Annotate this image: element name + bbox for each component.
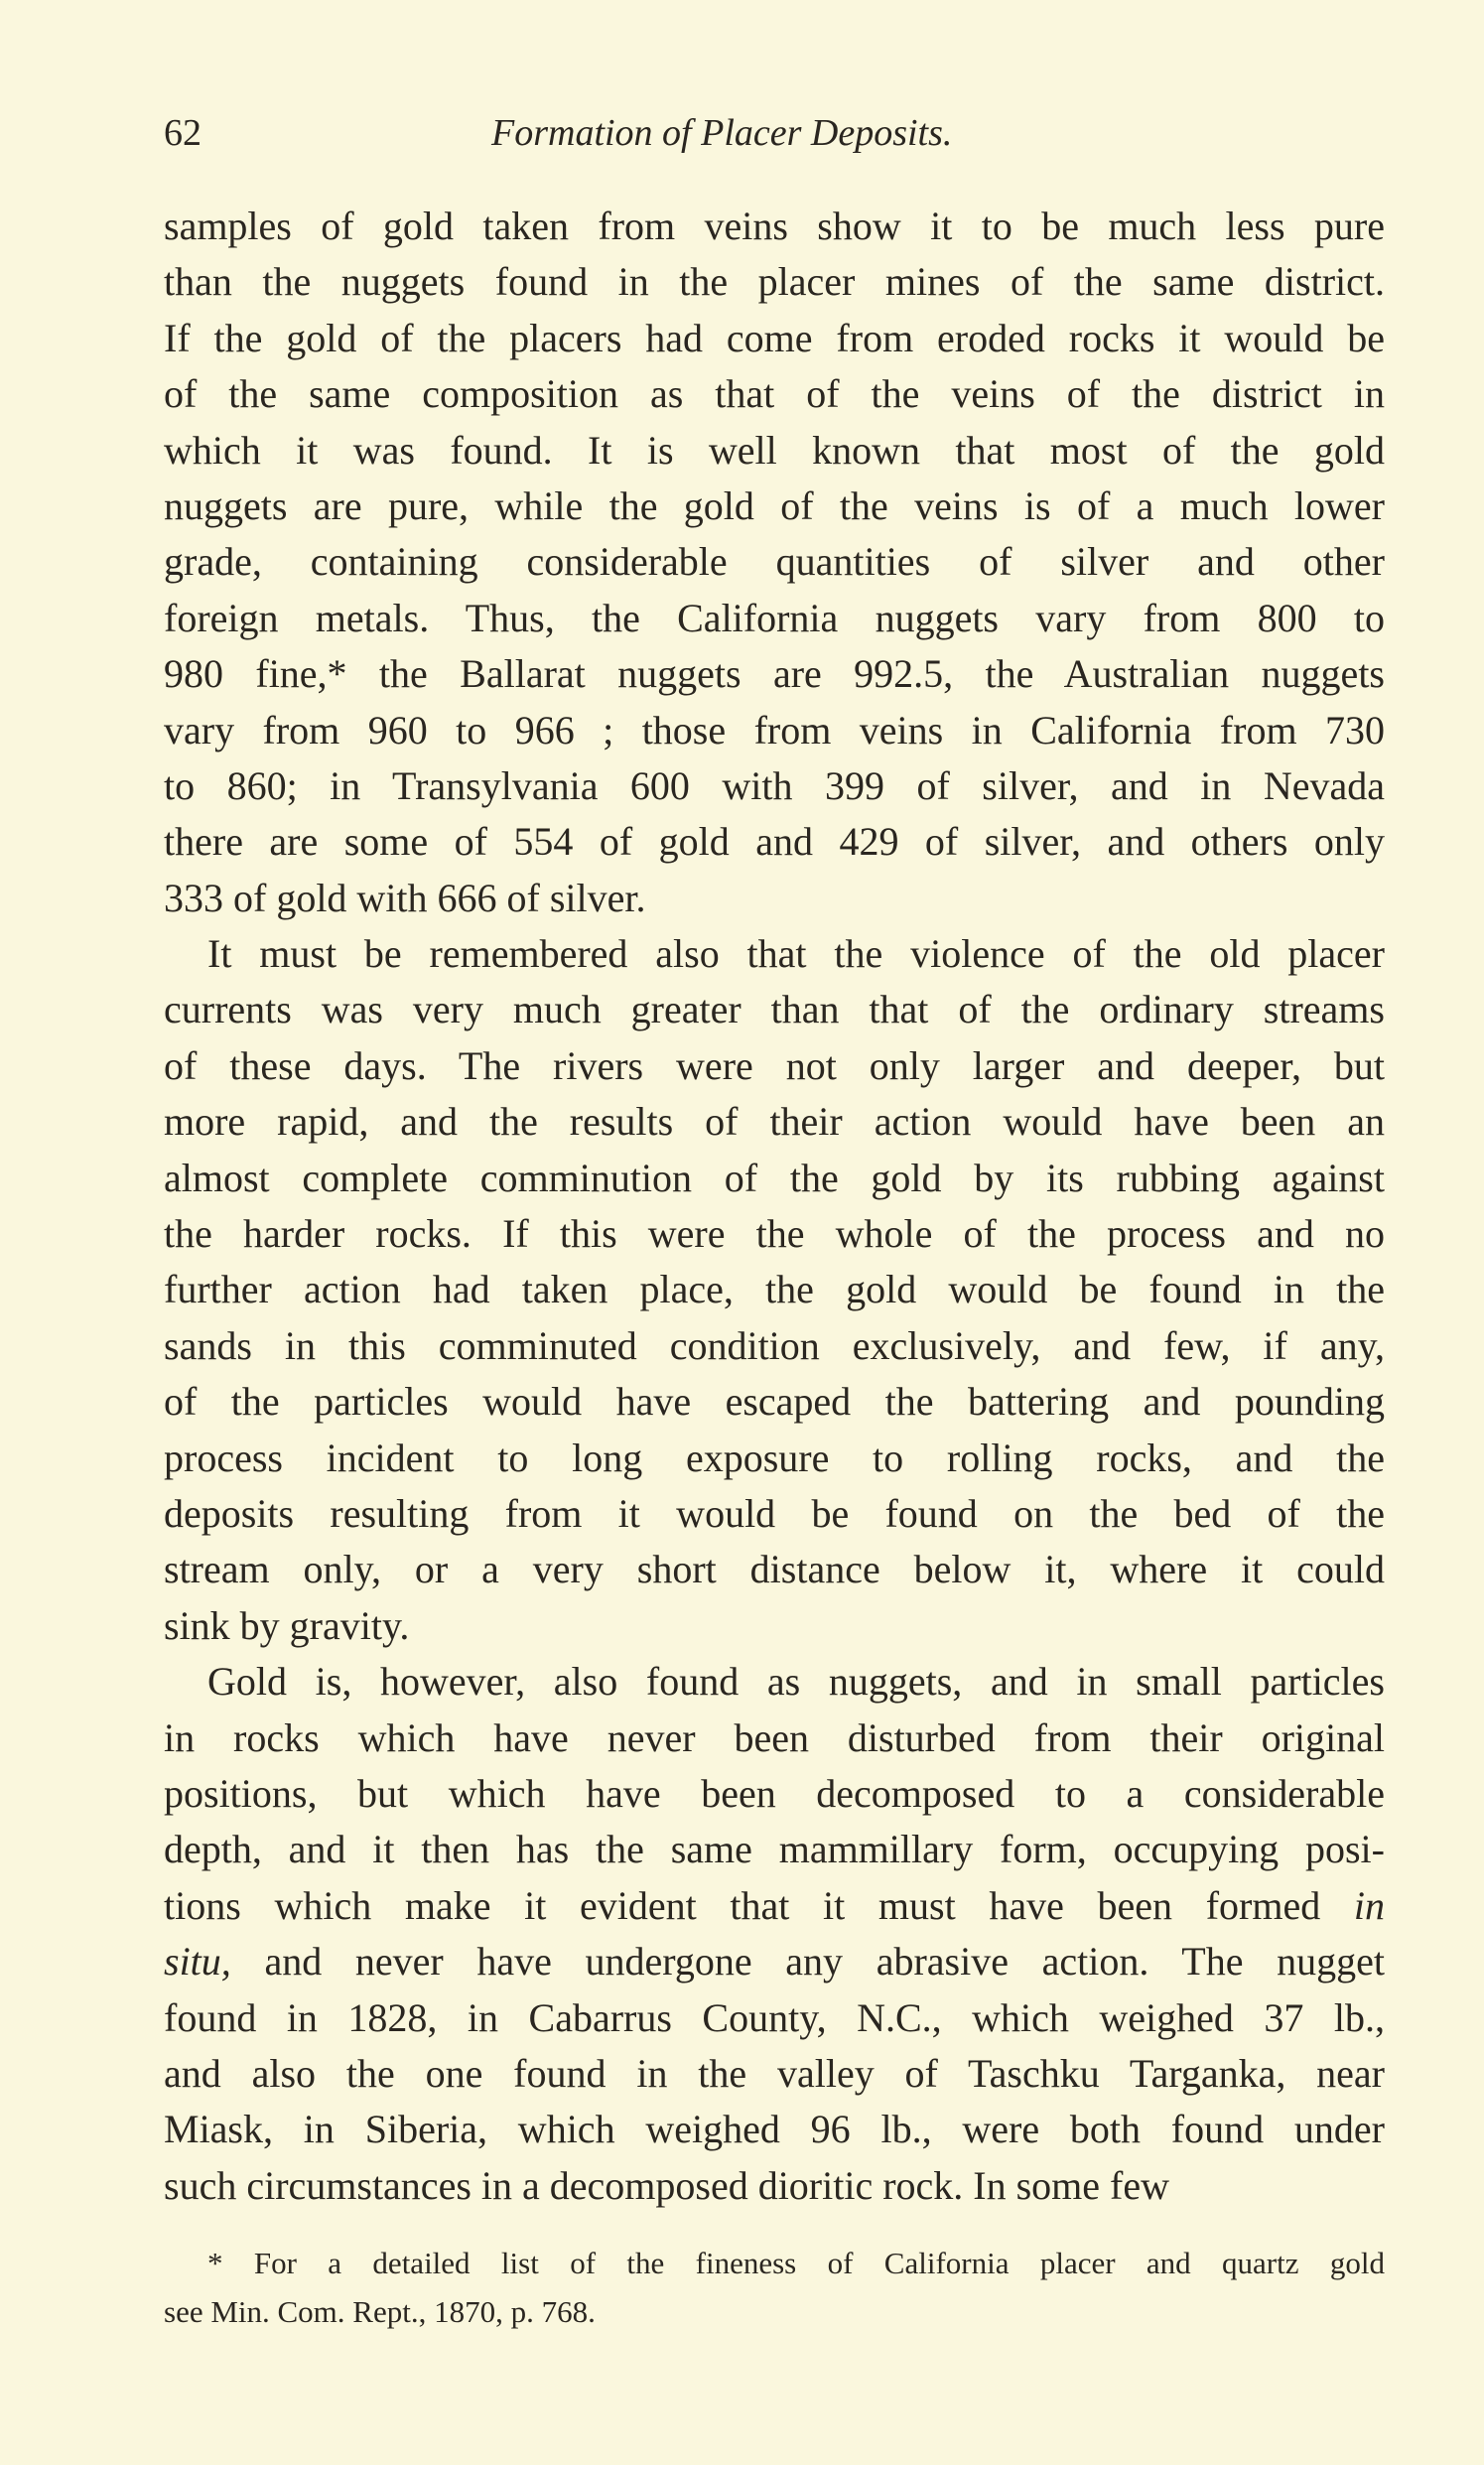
running-header (164, 111, 1385, 167)
text-line (164, 1934, 1385, 1989)
text-line: currents was very much greater than that of the ordinary streams (164, 987, 1385, 1032)
text-line: 980 fine,* the Ballarat nuggets are 992.5, the Australian nuggets (164, 651, 1385, 697)
text-line: found in 1828, in Cabarrus County, N.C., which weighed 37 lb., (164, 1994, 1385, 2040)
running-title: Formation of Placer Deposits. (491, 112, 953, 154)
text-line: foreign metals. Thus, the California nuggets vary from 800 to (164, 595, 1385, 640)
text-line: which it was found. It is well known that most of the gold (164, 427, 1385, 473)
text-line: positions, but which have been decomposed to a considerable (164, 1770, 1385, 1816)
text-line: of the same composition as that of the veins of the district in (164, 371, 1385, 417)
text-line: almost complete comminution of the gold by its rubbing against (164, 1155, 1385, 1200)
text-line: Miask, in Siberia, which weighed 96 lb., were both found under (164, 2107, 1385, 2152)
text-line: sink by gravity. (164, 1602, 410, 1648)
text-line: depth, and it then has the same mammillary form, occupying posi- (164, 1827, 1385, 1872)
footnote-line: see Min. Com. Rept., 1870, p. 768. (164, 2294, 596, 2329)
text-segment: tions which make it evident that it must have been formed (164, 1882, 1354, 1928)
text-line: of the particles would have escaped the battering and pounding (164, 1379, 1385, 1425)
text-line: of these days. The rivers were not only larger and deeper, but (164, 1042, 1385, 1088)
text-line: more rapid, and the results of their action would have been an (164, 1099, 1385, 1145)
text-line: process incident to long exposure to rolling rocks, and the (164, 1435, 1385, 1480)
text-line: grade, containing considerable quantities of silver and other (164, 539, 1385, 585)
text-line (164, 1878, 1385, 1934)
text-line: in rocks which have never been disturbed from their original (164, 1714, 1385, 1760)
footnote-line: * For a detailed list of the fineness of California placer and quartz gold (207, 2246, 1385, 2280)
text-line: deposits resulting from it would be found on the bed of the (164, 1490, 1385, 1536)
text-line: stream only, or a very short distance below it, where it could (164, 1547, 1385, 1592)
italic-text: situ, (164, 1939, 231, 1985)
text-line: there are some of 554 of gold and 429 of silver, and others only (164, 819, 1385, 865)
text-line: samples of gold taken from veins show it to be much less pure (164, 204, 1385, 248)
text-line: nuggets are pure, while the gold of the veins is of a much lower (164, 482, 1385, 528)
body-text (164, 199, 1385, 2214)
text-line: and also the one found in the valley of Taschku Targanka, near (164, 2050, 1385, 2096)
text-line: to 860; in Transylvania 600 with 399 of silver, and in Nevada (164, 762, 1385, 808)
text-segment: and never have undergone any abrasive action. The nugget (230, 1939, 1385, 1985)
footnote (164, 2239, 1385, 2336)
page-number: 62 (164, 112, 202, 154)
italic-text: in (1353, 1882, 1385, 1928)
text-line: If the gold of the placers had come from eroded rocks it would be (164, 315, 1385, 360)
text-line: the harder rocks. If this were the whole of the process and no (164, 1211, 1385, 1257)
text-line: It must be remembered also that the violence of the old placer (207, 931, 1385, 977)
text-line: vary from 960 to 966 ; those from veins in California from 730 (164, 707, 1385, 753)
text-line: further action had taken place, the gold would be found in the (164, 1267, 1385, 1312)
text-line: than the nuggets found in the placer mines of the same district. (164, 259, 1385, 305)
text-line: such circumstances in a decomposed dioritic rock. In some few (164, 2162, 1170, 2208)
text-line: 333 of gold with 666 of silver. (164, 875, 646, 920)
text-line: sands in this comminuted condition exclusively, and few, if any, (164, 1322, 1385, 1368)
text-line: Gold is, however, also found as nuggets, and in small particles (207, 1659, 1385, 1705)
